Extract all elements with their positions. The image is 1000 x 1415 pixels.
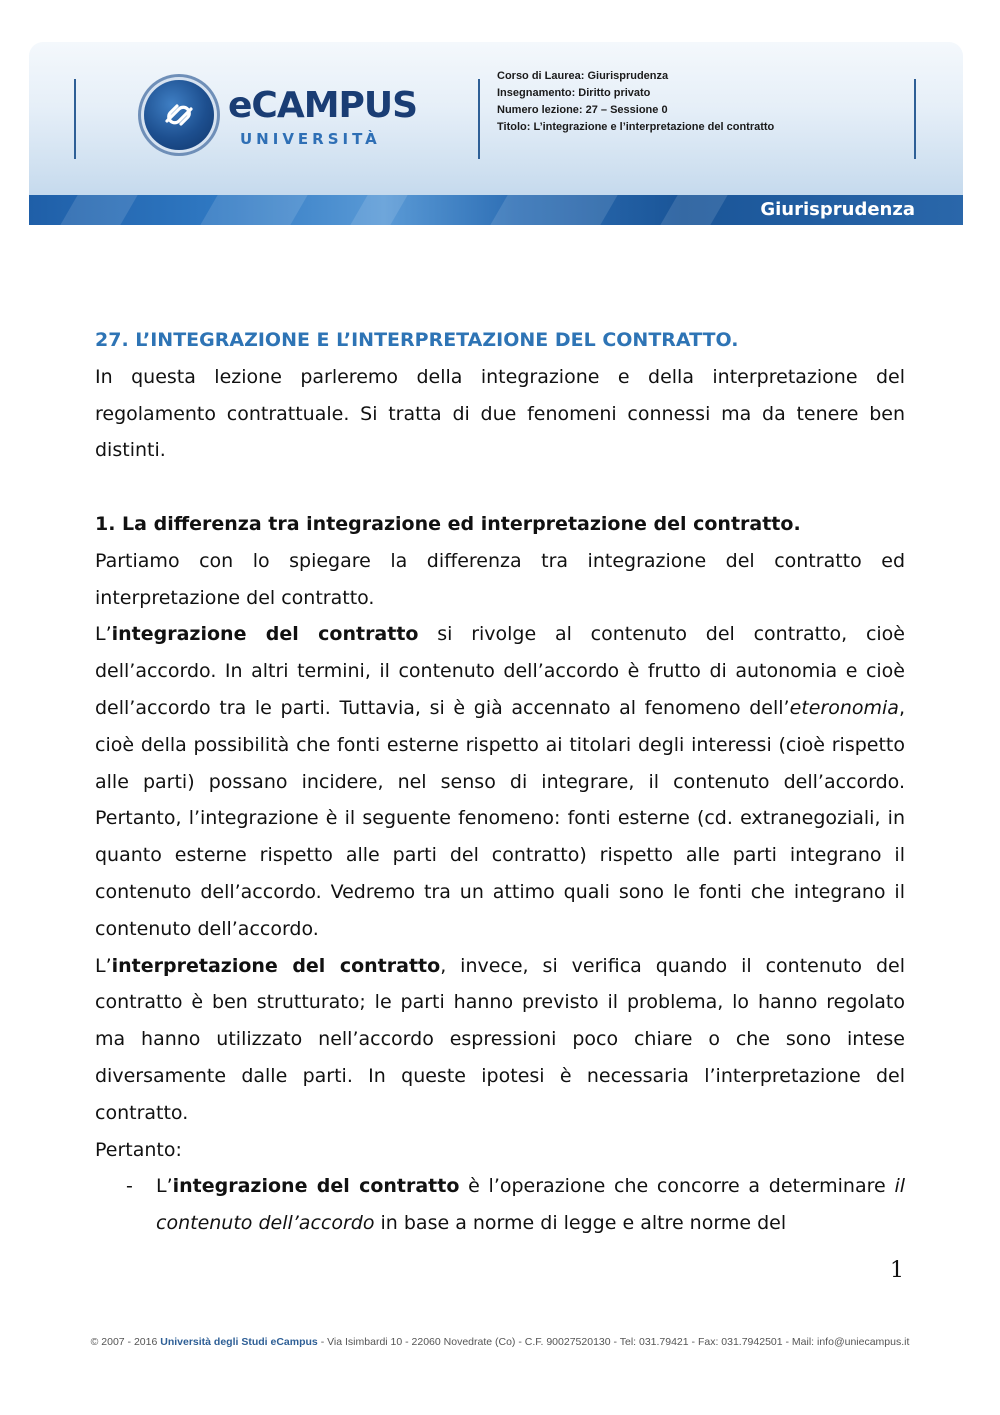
paragraph-therefore: Pertanto: (95, 1138, 182, 1161)
text-run: L’ (95, 954, 112, 977)
subject-line: Insegnamento: Diritto privato (497, 87, 651, 99)
text-run: L’ (156, 1175, 173, 1198)
header-banner (29, 42, 963, 225)
text-run: si rivolge al contenuto del contratto, cioè dell’accordo. In altri termini, il contenuto dell’accordo è frutto di autonomia e cioè dell’accordo tra le parti. Tuttavia, si è già accennato al fenomeno dell’ (95, 623, 905, 719)
bold-term: interpretazione del contratto (111, 954, 441, 977)
text-run: è l’operazione che concorre a determinare (459, 1175, 895, 1198)
page-footer (0, 1336, 1000, 1348)
title-line: Titolo: L’integrazione e l’interpretazione del contratto (497, 121, 775, 133)
italic-term: eteronomia (789, 696, 899, 719)
lesson-title: 27. L’INTEGRAZIONE E L’INTERPRETAZIONE DEL CONTRATTO. (95, 329, 739, 351)
header-ribbon (29, 195, 963, 225)
text-run: L’ (95, 623, 112, 646)
logo-name: eCAMPUS (228, 85, 418, 126)
text-run: , cioè della possibilità che fonti esterne rispetto ai titolari degli interessi (cioè rispetto alle parti) possano incidere, nel senso di integrare, il contenuto dell’accordo. Pertanto, l’integrazione è il seguente fenomeno: fonti esterne (cd. extranegoziali, in quanto esterne rispetto alle parti del contratto) rispetto alle parti integrano il contenuto dell’accordo. Vedremo tra un attimo quali sono le fonti che integrano il contenuto dell’accordo. (95, 696, 905, 940)
divider-left (74, 79, 76, 159)
intro-paragraph: In questa lezione parleremo della integrazione e della interpretazione del regolamento contrattuale. Si tratta di due fenomeni connessi ma da tenere ben distinti. (95, 365, 905, 462)
paragraph-interpretation (95, 948, 905, 1132)
ribbon-label: Giurisprudenza (760, 199, 915, 220)
bold-term: integrazione del contratto (111, 623, 419, 646)
lesson-meta (497, 68, 774, 136)
text-run: in base a norme di legge e altre norme del (374, 1212, 787, 1235)
section-heading: 1. La differenza tra integrazione ed interpretazione del contratto. (95, 512, 801, 535)
bold-term: integrazione del contratto (172, 1175, 460, 1198)
paragraph-difference: Partiamo con lo spiegare la differenza tra integrazione del contratto ed interpretazione del contratto. (95, 549, 905, 609)
paragraph-spacer (95, 469, 905, 506)
ecampus-logo (144, 80, 418, 160)
footer-org: Università degli Studi eCampus (160, 1336, 318, 1348)
list-item (95, 1168, 905, 1242)
bullet-dash: - (126, 1175, 133, 1198)
divider-right (914, 79, 916, 159)
paragraph-integration (95, 616, 905, 947)
logo-subtitle: UNIVERSITÀ (240, 130, 381, 148)
page-number: 1 (890, 1258, 904, 1283)
footer-contacts: - Via Isimbardi 10 - 22060 Novedrate (Co) - C.F. 90027520130 - Tel: 031.79421 - Fax: 031.7942501 - Mail: info@uniecampus.it (317, 1336, 910, 1348)
footer-copyright: © 2007 - 2016 (90, 1336, 161, 1348)
logo-seal-icon (144, 80, 214, 150)
document-body (95, 322, 905, 1242)
course-line: Corso di Laurea: Giurisprudenza (497, 70, 669, 82)
italic-term: il contenuto dell’accordo (156, 1175, 905, 1235)
divider-middle (478, 79, 480, 159)
text-run: , invece, si verifica quando il contenuto del contratto è ben strutturato; le parti hanno previsto il problema, lo hanno regolato ma hanno utilizzato nell’accordo espressioni poco chiare o che sono intese diversamente dalle parti. In queste ipotesi è necessaria l’interpretazione del contratto. (95, 954, 905, 1124)
lesson-line: Numero lezione: 27 – Sessione 0 (497, 104, 668, 116)
